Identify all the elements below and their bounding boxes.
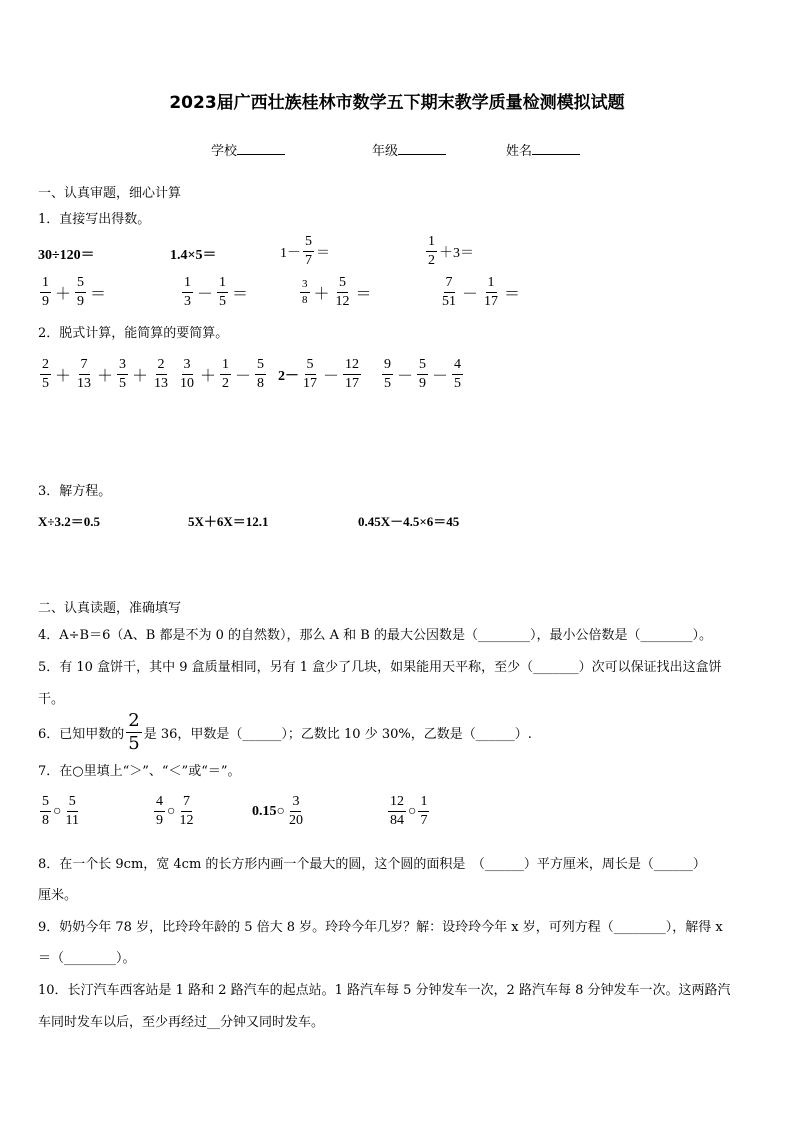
denominator: 9 xyxy=(77,294,85,309)
denominator: 51 xyxy=(442,294,456,309)
q1-b: 1.4×5＝ xyxy=(170,248,217,263)
q1-g-frac1 xyxy=(300,279,310,306)
q4: 4．A÷B＝6（A、B 都是不为 0 的自然数），那么 A 和 B 的最大公因数是（________），最小公倍数是（________）。 xyxy=(38,628,712,643)
q2-label: 2．脱式计算，能简算的要简算。 xyxy=(38,326,229,341)
numerator: 12 xyxy=(343,358,361,375)
q7-d xyxy=(386,795,431,828)
q2-expr3 xyxy=(278,358,363,391)
frac xyxy=(152,358,170,391)
numerator: 1 xyxy=(40,276,51,293)
numerator: 4 xyxy=(452,358,463,375)
denominator: 13 xyxy=(154,376,169,391)
q7-c-decimal: 0.15 xyxy=(252,803,277,819)
operator: ＋ xyxy=(313,286,330,303)
denominator: 5 xyxy=(119,376,127,391)
name-label: 姓名 xyxy=(506,144,533,159)
q2-expr2 xyxy=(176,358,268,391)
denominator: 17 xyxy=(345,376,360,391)
denominator: 84 xyxy=(390,813,404,828)
q1-e xyxy=(38,276,108,309)
denominator: 5 xyxy=(128,733,140,754)
denominator: 13 xyxy=(77,376,92,391)
denominator: 5 xyxy=(42,376,49,391)
numerator: 1 xyxy=(418,795,429,812)
denominator: 8 xyxy=(257,376,265,391)
name-blank[interactable] xyxy=(532,142,580,155)
operator: － xyxy=(432,368,449,385)
numerator: 3 xyxy=(182,358,193,375)
frac xyxy=(452,358,463,391)
operator: ＋ xyxy=(132,368,149,385)
operator: ＋ xyxy=(55,368,72,385)
operator: － xyxy=(462,286,479,303)
compare-circle[interactable]: ○ xyxy=(167,803,176,819)
frac xyxy=(418,795,429,828)
numerator: 12 xyxy=(388,795,406,812)
q1-a: 30÷120＝ xyxy=(38,248,95,263)
q1-g xyxy=(298,276,374,309)
equals: ＝ xyxy=(355,286,372,303)
page-title: 2023届广西壮族桂林市数学五下期末教学质量检测模拟试题 xyxy=(169,93,625,113)
numerator: 5 xyxy=(303,235,314,252)
denominator: 3 xyxy=(184,294,191,309)
equals: ＝ xyxy=(232,286,249,303)
frac xyxy=(178,358,196,391)
equals: ＝ xyxy=(90,286,107,303)
section1-heading: 一、认真审题，细心计算 xyxy=(38,186,182,201)
q1-h-frac1 xyxy=(440,276,458,309)
numerator: 7 xyxy=(181,795,192,812)
q1-e-frac2 xyxy=(75,276,86,309)
q1-h xyxy=(438,276,522,309)
q3-c: 0.45X－4.5×6＝45 xyxy=(358,514,460,529)
denominator: 8 xyxy=(42,813,49,828)
operator: ＋ xyxy=(97,368,114,385)
q9-line2: ＝（________）。 xyxy=(38,951,136,966)
frac xyxy=(75,358,93,391)
numerator: 7 xyxy=(444,276,455,293)
numerator: 7 xyxy=(79,358,90,375)
frac xyxy=(301,358,319,391)
operator: ＋ xyxy=(55,286,72,303)
numerator: 1 xyxy=(426,235,437,252)
q1-label: 1．直接写出得数。 xyxy=(38,212,151,227)
operator: － xyxy=(397,368,414,385)
q1-d-post: ＋3＝ xyxy=(439,245,474,261)
operator: － xyxy=(235,368,252,385)
frac xyxy=(40,795,51,828)
frac xyxy=(220,358,231,391)
q3-b: 5X＋6X＝12.1 xyxy=(188,514,269,529)
q6-pre: 6．已知甲数的 xyxy=(38,727,125,742)
section2-heading: 二、认真读题，准确填写 xyxy=(38,601,182,616)
q5-line1: 5．有 10 盒饼干，其中 9 盒质量相同，另有 1 盒少了几块，如果能用天平称，至少（_______）次可以保证找出这盒饼 xyxy=(38,660,722,675)
q3-a: X÷3.2＝0.5 xyxy=(38,514,101,529)
denominator: 9 xyxy=(156,813,163,828)
numerator: 5 xyxy=(337,276,348,293)
equals: ＝ xyxy=(504,286,521,303)
q6-frac xyxy=(126,712,141,753)
q2-expr1 xyxy=(38,358,172,391)
numerator: 2 xyxy=(128,710,140,731)
q1-c-frac xyxy=(303,235,314,268)
numerator: 9 xyxy=(382,358,393,375)
denominator: 5 xyxy=(384,376,391,391)
q8-line1: 8．在一个长 9cm，宽 4cm 的长方形内画一个最大的圆，这个圆的面积是 （______）平方厘米，周长是（______） xyxy=(38,857,706,872)
numerator: 1 xyxy=(486,276,497,293)
numerator: 5 xyxy=(305,358,316,375)
q9-line1: 9．奶奶今年 78 岁，比玲玲年龄的 5 倍大 8 岁。玲玲今年几岁？解：设玲玲今年 x 岁，可列方程（________），解得 x xyxy=(38,920,723,935)
numerator: 2 xyxy=(156,358,167,375)
denominator: 12 xyxy=(335,294,350,309)
numerator: 3 xyxy=(117,358,128,375)
q1-e-frac1 xyxy=(40,276,51,309)
frac xyxy=(382,358,393,391)
denominator: 9 xyxy=(419,376,427,391)
denominator: 17 xyxy=(484,294,499,309)
numerator: 5 xyxy=(255,358,266,375)
q3-label: 3．解方程。 xyxy=(38,484,112,499)
q7-b xyxy=(152,795,197,828)
numerator: 5 xyxy=(67,795,78,812)
q1-c-pre: 1－ xyxy=(280,245,301,261)
grade-label: 年级 xyxy=(372,144,399,159)
numerator: 5 xyxy=(417,358,428,375)
numerator: 1 xyxy=(182,276,193,293)
compare-circle[interactable]: ○ xyxy=(408,803,417,819)
frac xyxy=(40,358,51,391)
q1-d-frac xyxy=(426,235,437,268)
frac xyxy=(417,358,428,391)
denominator: 2 xyxy=(222,376,230,391)
q1-c xyxy=(280,235,330,268)
denominator: 20 xyxy=(288,813,303,828)
operator: － xyxy=(323,368,340,385)
q7: 7．在○里填上“＞”、“＜”或“＝”。 xyxy=(38,764,241,779)
frac xyxy=(343,358,361,391)
numerator: 4 xyxy=(154,795,165,812)
q8-line2: 厘米。 xyxy=(38,888,78,903)
compare-circle[interactable]: ○ xyxy=(53,803,62,819)
denominator: 7 xyxy=(305,253,312,268)
q1-f-frac2 xyxy=(217,276,228,309)
operator: － xyxy=(197,286,214,303)
frac xyxy=(287,795,305,828)
frac xyxy=(154,795,165,828)
numerator: 5 xyxy=(40,795,51,812)
grade-field xyxy=(372,140,446,159)
q5-line2: 干。 xyxy=(38,692,65,707)
q7-c xyxy=(252,795,307,828)
compare-circle[interactable]: ○ xyxy=(276,803,285,819)
denominator: 7 xyxy=(420,813,428,828)
numerator: 2 xyxy=(40,358,51,375)
school-blank[interactable] xyxy=(237,142,285,155)
denominator: 8 xyxy=(302,294,308,306)
denominator: 10 xyxy=(180,376,194,391)
q6 xyxy=(38,712,532,753)
q1-f xyxy=(180,276,250,309)
q10-line2: 车同时发车以后，至少再经过__分钟又同时发车。 xyxy=(38,1015,325,1030)
frac xyxy=(177,795,195,828)
denominator: 5 xyxy=(219,294,227,309)
denominator: 12 xyxy=(179,813,194,828)
numerator: 1 xyxy=(217,276,228,293)
numerator: 1 xyxy=(220,358,231,375)
denominator: 5 xyxy=(454,376,462,391)
frac xyxy=(388,795,406,828)
grade-blank[interactable] xyxy=(398,142,446,155)
q1-c-post: ＝ xyxy=(316,245,330,261)
q10-line1: 10．长汀汽车西客站是 1 路和 2 路汽车的起点站。1 路汽车每 5 分钟发车一次，2 路汽车每 8 分钟发车一次。这两路汽 xyxy=(38,983,731,998)
numerator: 3 xyxy=(290,795,301,812)
q7-a xyxy=(38,795,83,828)
denominator: 17 xyxy=(303,376,317,391)
denominator: 2 xyxy=(428,253,435,268)
q6-post: 是 36，甲数是（______）；乙数比 10 少 30%，乙数是（______）. xyxy=(143,727,532,742)
q2-expr3-pre: 2－ xyxy=(278,368,299,384)
school-label: 学校 xyxy=(211,144,238,159)
frac xyxy=(63,795,80,828)
numerator: 5 xyxy=(75,276,86,293)
name-field xyxy=(506,140,580,159)
frac xyxy=(255,358,266,391)
denominator: 9 xyxy=(42,294,49,309)
denominator: 11 xyxy=(65,813,79,828)
school-field xyxy=(211,140,285,159)
q1-h-frac2 xyxy=(482,276,500,309)
frac xyxy=(117,358,128,391)
operator: ＋ xyxy=(200,368,217,385)
q1-f-frac1 xyxy=(182,276,193,309)
q1-g-frac2 xyxy=(334,276,352,309)
q2-expr4 xyxy=(380,358,465,391)
numerator: 3 xyxy=(300,279,310,293)
q1-d xyxy=(424,235,474,268)
